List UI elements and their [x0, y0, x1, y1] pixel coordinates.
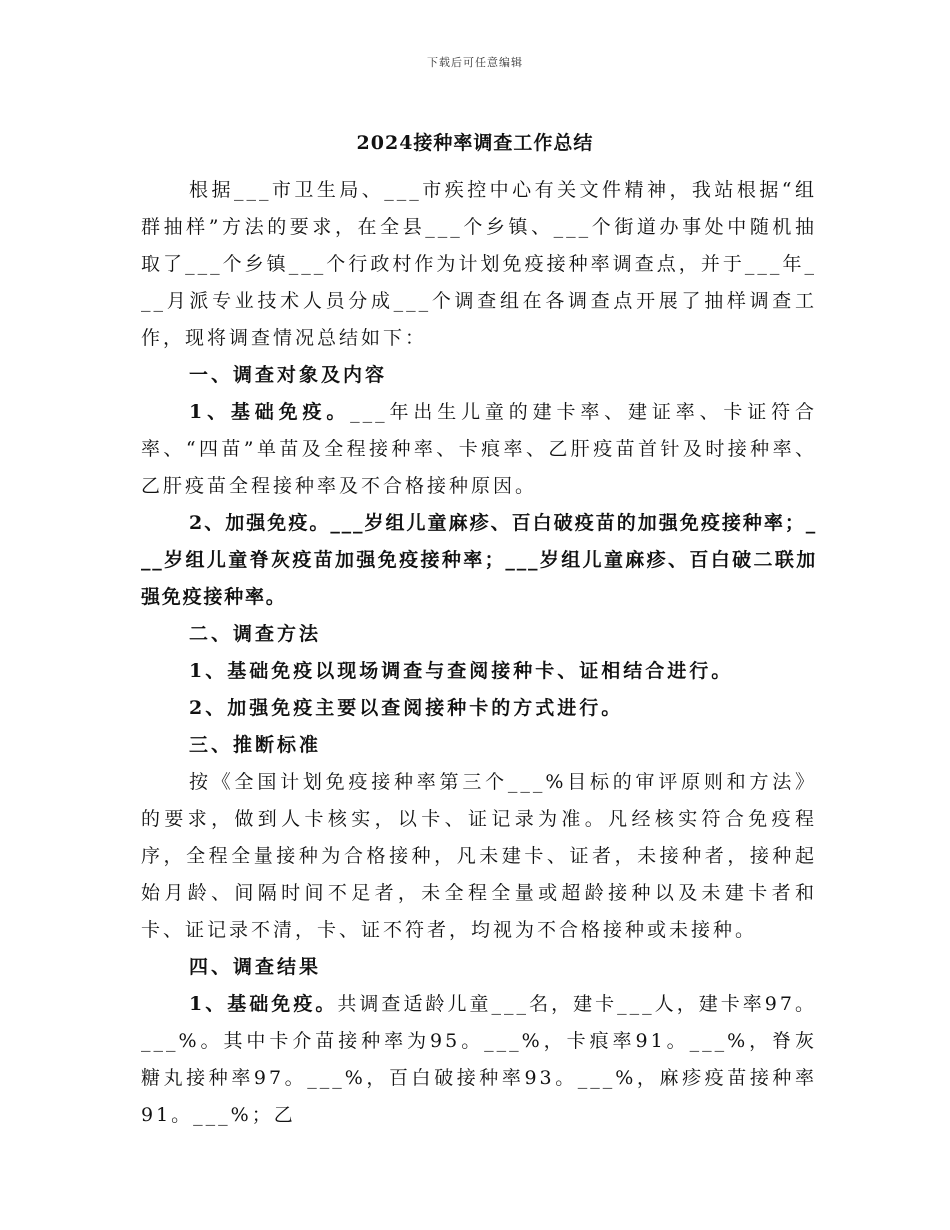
section-1-paragraph-1-text: ___年出生儿童的建卡率、建证率、卡证符合率、“四苗”单苗及全程接种率、卡痕率、乙肝疫苗首针及时接种率、乙肝疫苗全程接种率及不合格接种原因。 — [141, 401, 817, 497]
section-4-paragraph-1 — [141, 986, 817, 1134]
document-body — [141, 172, 817, 1134]
section-4-paragraph-1-text: 共调查适龄儿童___名，建卡___人，建卡率97。___%。其中卡介苗接种率为95。___%，卡痕率91。___%，脊灰糖丸接种率97。___%，百白破接种率93。___%，麻疹疫苗接种率91。___%；乙 — [141, 993, 817, 1126]
section-4-paragraph-1-lead: 1、基础免疫。 — [189, 993, 338, 1015]
section-3-paragraph: 按《全国计划免疫接种率第三个___%目标的审评原则和方法》的要求，做到人卡核实，以卡、证记录为准。凡经核实符合免疫程序，全程全量接种为合格接种，凡未建卡、证者，未接种者，接种起始月龄、间隔时间不足者，未全程全量或超龄接种以及未建卡者和卡、证记录不清，卡、证不符者，均视为不合格接种或未接种。 — [141, 771, 817, 941]
section-3-heading: 三、推断标准 — [189, 734, 322, 756]
section-1-paragraph-2-lead: 2、加强免疫。 — [189, 512, 331, 534]
section-1-paragraph-1-lead: 1、基础免疫。 — [189, 401, 351, 423]
intro-paragraph: 根据___市卫生局、___市疾控中心有关文件精神，我站根据“组群抽样”方法的要求，在全县___个乡镇、___个街道办事处中随机抽取了___个乡镇___个行政村作为计划免疫接种率调查点，并于___年___月派专业技术人员分成___个调查组在各调查点开展了抽样调查工作，现将调查情况总结如下： — [141, 179, 817, 349]
section-1-paragraph-2-text: ___岁组儿童麻疹、百白破疫苗的加强免疫接种率；___岁组儿童脊灰疫苗加强免疫接种率；___岁组儿童麻疹、百白破二联加强免疫接种率。 — [141, 512, 817, 608]
section-2-item-1: 1、基础免疫以现场调查与查阅接种卡、证相结合进行。 — [189, 660, 734, 682]
section-2-item-2: 2、加强免疫主要以查阅接种卡的方式进行。 — [189, 697, 624, 719]
section-1-paragraph-1 — [141, 394, 817, 505]
section-1-paragraph-2 — [141, 505, 817, 616]
header-note: 下载后可任意编辑 — [427, 56, 523, 69]
section-2-heading: 二、调查方法 — [189, 623, 322, 645]
section-1-heading: 一、调查对象及内容 — [189, 364, 388, 386]
section-4-heading: 四、调查结果 — [189, 956, 322, 978]
document-title: 2024接种率调查工作总结 — [356, 132, 594, 154]
